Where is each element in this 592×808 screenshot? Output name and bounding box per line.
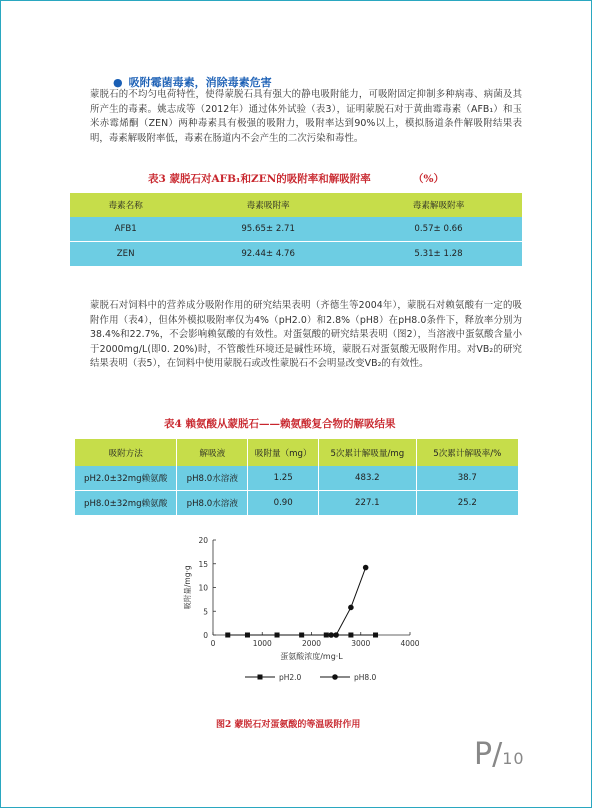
table-cell: pH8.0±32mg赖氨酸	[75, 491, 177, 516]
table-cell: pH8.0水溶液	[177, 466, 248, 491]
data-point-square	[373, 633, 378, 638]
paragraph-2: 蒙脱石对饲料中的营养成分吸附作用的研究结果表明（齐德生等2004年），蒙脱石对赖氨酸有一定的吸附作用（表4），但体外模拟吸附率仅为4%（pH2.0）和2.8%（pH8）在pH8.0条件下，释放率分别为38.4%和22.7%，不会影响赖氨酸的有效性。对蛋氨酸的研究结果表明（图2），当溶液中蛋氨酸含量小于2000mg/L(即0. 20%)时，不管酸性环境还是碱性环境，蒙脱石对蛋氨酸无吸附作用。对VB₂的研究结果表明（表5），在饲料中使用蒙脱石或改性蒙脱石不会明显改变VB₂的有效性。	[90, 300, 522, 370]
y-tick-label: 15	[198, 559, 208, 569]
table-4	[75, 439, 518, 515]
y-tick-label: 10	[198, 583, 208, 593]
x-tick-label: 2000	[301, 639, 322, 648]
table-cell: 0.57± 0.66	[355, 217, 522, 242]
y-tick-label: 0	[203, 631, 208, 640]
table-cell: 483.2	[319, 466, 416, 491]
table-cell: 0.90	[248, 491, 319, 516]
x-tick-label: 0	[210, 639, 216, 648]
table-cell: 1.25	[248, 466, 319, 491]
legend-marker-circle	[332, 674, 338, 680]
page-slash: /	[492, 737, 503, 772]
y-tick-label: 5	[203, 607, 208, 617]
table-header-cell: 吸附量（mg）	[248, 439, 319, 466]
page-number-value: 10	[502, 749, 525, 768]
chart-axes	[182, 536, 420, 661]
data-point-square	[225, 633, 230, 638]
table-row	[75, 466, 518, 491]
table-header-row	[70, 193, 522, 217]
table-header-cell: 5次累计解吸量/mg	[319, 439, 416, 466]
table4-caption: 表4 赖氨酸从蒙脱石——赖氨酸复合物的解吸结果	[164, 418, 396, 430]
y-axis-label: 吸附量/mg·g	[183, 565, 192, 610]
table-cell: pH2.0±32mg赖氨酸	[75, 466, 177, 491]
legend-marker-square	[258, 675, 263, 680]
table-cell: 227.1	[319, 491, 416, 516]
x-tick-label: 4000	[400, 639, 420, 648]
chart-legend	[245, 673, 377, 682]
series-line	[331, 568, 365, 635]
data-point-square	[348, 633, 353, 638]
table-header-cell: 毒素解吸附率	[355, 193, 522, 217]
table-header-cell: 5次累计解吸率/%	[416, 439, 518, 466]
chart-series	[225, 565, 378, 638]
table-cell: AFB1	[70, 217, 181, 242]
table-cell: 5.31± 1.28	[355, 242, 522, 267]
table-cell: 95.65± 2.71	[181, 217, 355, 242]
data-point-circle	[363, 565, 369, 571]
section-title: 吸附霉菌毒素，消除毒素危害	[128, 76, 272, 89]
table-cell: pH8.0水溶液	[177, 491, 248, 516]
page-letter: P	[474, 737, 493, 772]
page-number	[474, 737, 525, 772]
data-point-circle	[348, 605, 354, 611]
x-axis-label: 蛋氨酸浓度/mg·L	[280, 652, 343, 661]
table-cell: 92.44± 4.76	[181, 242, 355, 267]
table-header-cell: 毒素名称	[70, 193, 181, 217]
data-point-square	[324, 633, 329, 638]
table-cell: 38.7	[416, 466, 518, 491]
table-cell: ZEN	[70, 242, 181, 267]
data-point-square	[245, 633, 250, 638]
table-row	[70, 217, 522, 242]
table-header-cell: 吸附方法	[75, 439, 177, 466]
data-point-circle	[333, 632, 339, 638]
paragraph-1: 蒙脱石的不均匀电荷特性，使得蒙脱石具有强大的静电吸附能力，可吸附固定抑制多种病毒、病菌及其所产生的毒素。姚志成等（2012年）通过体外试验（表3），证明蒙脱石对于黄曲霉毒素（AFB₁）和玉米赤霉烯酮（ZEN）两种毒素具有极强的吸附力，吸附率达到90%以上，模拟肠道条件解吸附结果表明，毒素解吸附率低，毒素在肠道内不会产生的二次污染和毒性。	[90, 89, 522, 144]
table3-caption: 表3 蒙脱石对AFB₁和ZEN的吸附率和解吸附率	[148, 173, 371, 185]
data-point-circle	[328, 632, 334, 638]
table3-unit: （%）	[413, 173, 444, 185]
table-cell: 25.2	[416, 491, 518, 516]
table-row	[70, 242, 522, 267]
legend-label: pH8.0	[354, 673, 377, 682]
table-3	[70, 193, 522, 266]
bullet-icon: ●	[113, 76, 123, 89]
table-header-row	[75, 439, 518, 466]
figure2-caption: 图2 蒙脱石对蛋氨酸的等温吸附作用	[216, 720, 361, 730]
table-row	[75, 491, 518, 516]
table-header-cell: 解吸液	[177, 439, 248, 466]
figure2-chart	[170, 530, 430, 705]
x-tick-label: 3000	[351, 639, 371, 648]
legend-label: pH2.0	[279, 673, 302, 682]
data-point-square	[275, 633, 280, 638]
y-tick-label: 20	[198, 536, 208, 545]
x-tick-label: 1000	[252, 639, 272, 648]
data-point-square	[299, 633, 304, 638]
table-header-cell: 毒素吸附率	[181, 193, 355, 217]
